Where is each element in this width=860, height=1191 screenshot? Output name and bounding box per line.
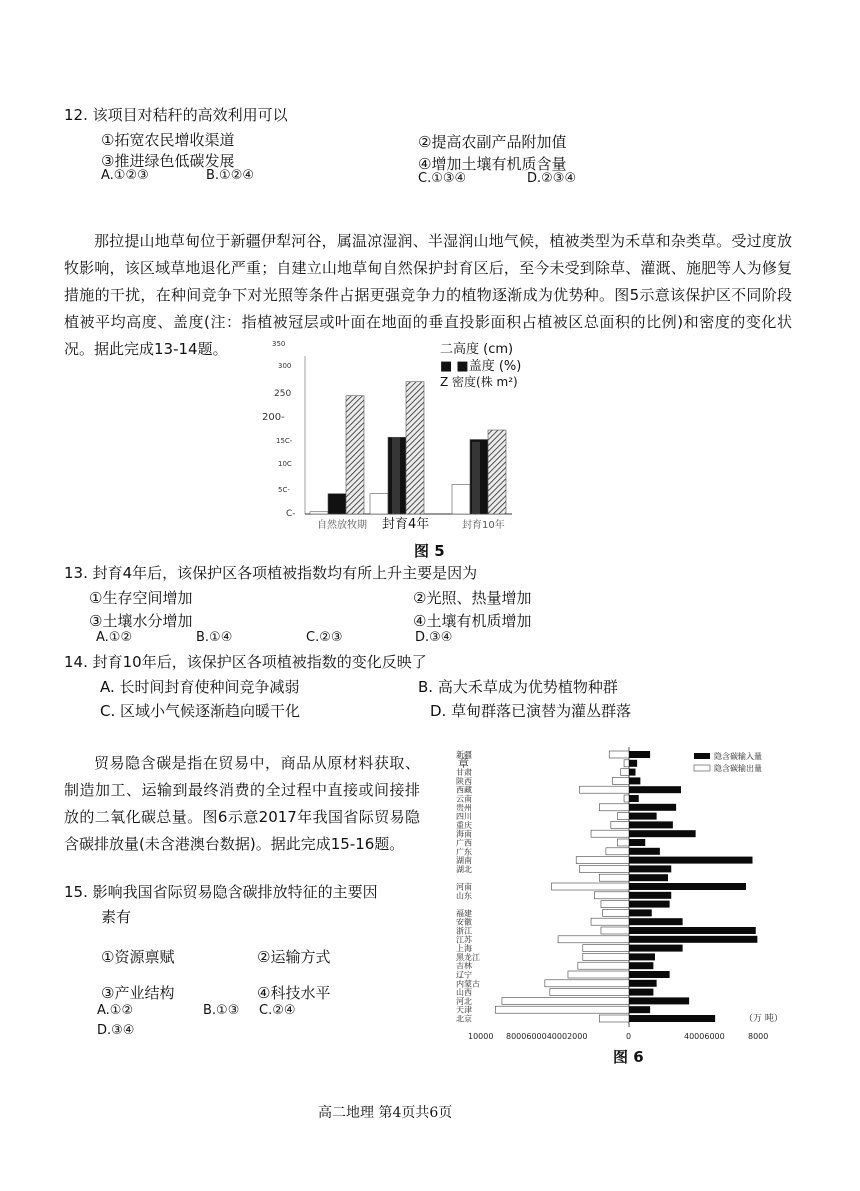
q15-answer-d: D.③④ — [97, 1023, 135, 1038]
fig6-bar-output — [601, 901, 629, 908]
fig5-bar — [310, 512, 328, 514]
q15-option-2: ②运输方式 — [257, 948, 331, 966]
fig6-category-label: 广东 — [456, 847, 472, 857]
q12-option-4: ④增加土壤有机质含量 — [418, 155, 567, 173]
fig6-bar-input — [629, 927, 756, 934]
fig6-bar-input — [629, 1006, 650, 1013]
fig6-category-label: 重庆 — [456, 820, 472, 830]
fig6-bar-output — [624, 760, 629, 767]
page-footer: 高二地理 第4页共6页 — [318, 1105, 453, 1121]
q13-answer-c: C.②③ — [306, 630, 343, 645]
fig5-y-tick-label: 200- — [262, 412, 285, 423]
fig5-bar — [406, 382, 424, 514]
fig6-x-tick-label: 8000 — [748, 1032, 769, 1041]
fig5-bar — [392, 437, 400, 514]
fig6-bar-output — [591, 830, 629, 837]
fig6-category-label: 内蒙古 — [456, 979, 480, 989]
fig6-category-label: 四川 — [456, 812, 472, 822]
fig6-category-label: 西藏 — [456, 785, 472, 795]
fig6-bar-input — [629, 795, 639, 802]
fig6-category-label: 江苏 — [456, 935, 472, 945]
fig6-category-label: 甘肃 — [456, 768, 472, 778]
fig6-legend-swatch-input — [694, 753, 710, 759]
fig6-category-label: 贵州 — [456, 803, 472, 813]
fig6-bar-output — [558, 936, 629, 943]
fig6-x-tick-label: 40006000 — [684, 1032, 725, 1041]
q13-option-2: ②光照、热量增加 — [413, 589, 532, 607]
fig6-category-label: 福建 — [456, 908, 472, 918]
fig5-legend-entry: ■ ■盖度 (%) — [440, 359, 522, 374]
fig6-category-label: 吉林 — [456, 961, 472, 971]
fig5-y-tick-label: 300 — [278, 362, 292, 370]
q13-answer-b: B.①④ — [196, 630, 233, 645]
fig6-category-label: 天津 — [456, 1005, 472, 1015]
fig6-bar-output — [545, 980, 629, 987]
q12-option-3: ③推进绿色低碳发展 — [101, 152, 235, 170]
fig6-category-label: 安徽 — [456, 917, 472, 927]
fig6-bar-input — [629, 953, 655, 960]
fig6-bar-output — [502, 997, 629, 1004]
fig6-bar-output — [594, 892, 629, 899]
fig6-bar-input — [629, 813, 657, 820]
fig6-x-tick-label: 10000 — [468, 1032, 494, 1041]
q12-answer-b: B.①②④ — [206, 168, 255, 183]
fig6-category-label: 山东 — [456, 891, 472, 901]
fig5-y-tick-label: 250 — [274, 389, 292, 399]
fig6-bar-output — [603, 909, 629, 916]
fig6-bar-output — [599, 804, 629, 811]
fig6-bar-input — [629, 980, 657, 987]
fig6-bar-output — [621, 769, 629, 776]
fig5-y-tick-label: 15C- — [276, 437, 293, 445]
fig6-category-label: 河南 — [456, 882, 472, 892]
figure-5-chart — [250, 338, 610, 534]
fig6-bar-output — [495, 1006, 629, 1013]
fig6-bar-input — [629, 848, 660, 855]
fig6-category-label: 新疆 — [456, 750, 472, 760]
fig6-category-label: 浙江 — [456, 926, 472, 936]
fig6-bar-input — [629, 830, 696, 837]
fig6-category-label: 陕西 — [456, 776, 472, 786]
fig6-bar-output — [551, 883, 629, 890]
q13-answer-d: D.③④ — [415, 630, 453, 645]
fig6-bar-input — [629, 962, 653, 969]
fig6-category-label: 山西 — [456, 988, 472, 998]
fig6-x-tick-label: 0 — [626, 1032, 632, 1041]
q14-option-b: B. 高大禾草成为优势植物种群 — [418, 678, 618, 696]
fig6-legend-entry: 隐含碳输出量 — [714, 764, 762, 773]
q13-answer-a: A.①② — [96, 630, 133, 645]
fig6-bar-output — [613, 777, 630, 784]
passage-trade-carbon: 贸易隐含碳是指在贸易中，商品从原材料获取、制造加工、运输到最终消费的全过程中直接或间接排放的二氧化碳总量。图6示意2017年我国省际贸易隐含碳排放量(未含港澳台数据)。据此完成15-16题。 — [64, 754, 420, 853]
fig6-bar-input — [629, 892, 671, 899]
q13-option-4: ④土壤有机质增加 — [413, 612, 532, 630]
fig6-bar-output — [583, 953, 629, 960]
fig5-y-tick-label: 10C — [278, 460, 292, 468]
fig5-bar — [488, 430, 506, 514]
fig6-legend-swatch-output — [694, 765, 710, 771]
fig6-category-label: 辽宁 — [456, 970, 472, 980]
q14-option-c: C. 区域小气候逐渐趋向暖干化 — [100, 702, 301, 720]
q15-answer-a: A.①② — [97, 1003, 134, 1018]
fig6-bar-input — [629, 1015, 715, 1022]
fig6-bar-input — [629, 971, 670, 978]
fig6-bar-input — [629, 786, 681, 793]
figure-6-chart — [440, 744, 800, 1044]
fig6-bar-output — [591, 918, 629, 925]
fig6-bar-input — [629, 857, 753, 864]
fig5-bar — [370, 494, 388, 514]
fig6-category-label: 海南 — [456, 829, 472, 839]
q15-answer-c: C.②④ — [259, 1003, 296, 1018]
fig6-bar-output — [601, 927, 629, 934]
fig6-bar-output — [568, 971, 629, 978]
fig5-legend-entry: 二高度 (cm) — [440, 342, 514, 357]
q15-answer-b: B.①③ — [203, 1003, 240, 1018]
fig5-y-tick-label: C- — [286, 509, 296, 519]
fig6-bar-input — [629, 936, 757, 943]
fig6-bar-input — [629, 945, 683, 952]
fig6-bar-input — [629, 997, 689, 1004]
fig6-category-label: 河北 — [456, 996, 472, 1006]
fig6-bar-output — [609, 751, 629, 758]
fig6-bar-input — [629, 760, 637, 767]
fig6-bar-output — [599, 1015, 629, 1022]
fig6-bar-input — [629, 918, 683, 925]
fig6-bar-input — [629, 804, 676, 811]
fig6-bar-input — [629, 909, 652, 916]
fig6-bar-input — [629, 989, 653, 996]
fig5-bar — [452, 485, 470, 514]
fig6-category-label: 黑龙江 — [456, 952, 480, 962]
q12-stem: 12. 该项目对秸秆的高效利用可以 — [64, 106, 288, 124]
fig6-bar-output — [580, 786, 630, 793]
fig6-bar-output — [578, 962, 629, 969]
fig6-bar-input — [629, 769, 636, 776]
fig6-category-label: 广西 — [456, 838, 472, 848]
q13-option-1: ①生存空间增加 — [89, 589, 193, 607]
figure-6-caption: 图 6 — [613, 1048, 644, 1066]
fig5-category-label: 封育10年 — [462, 520, 505, 531]
fig6-bar-input — [629, 874, 668, 881]
fig6-category-label: 北京 — [456, 1014, 472, 1024]
fig5-bar — [328, 494, 346, 514]
fig6-bar-output — [580, 865, 630, 872]
fig6-bar-input — [629, 883, 746, 890]
fig6-bar-output — [611, 821, 629, 828]
q12-answer-d: D.②③④ — [527, 171, 577, 186]
fig6-bar-output — [617, 839, 629, 846]
q12-option-1: ①拓宽农民增收渠道 — [101, 131, 235, 149]
fig6-bar-input — [629, 777, 640, 784]
fig5-y-tick-label: 350 — [272, 340, 286, 348]
fig6-category-label: 湖北 — [456, 864, 472, 874]
fig6-bar-input — [629, 821, 673, 828]
fig5-y-tick-label: 5C- — [278, 486, 290, 494]
q14-option-d: D. 草甸群落已演替为灌丛群落 — [430, 702, 632, 720]
q12-answer-a: A.①②③ — [101, 168, 149, 183]
fig5-bar — [346, 396, 364, 514]
q13-stem: 13. 封育4年后，该保护区各项植被指数均有所上升主要是因为 — [64, 564, 478, 582]
fig6-category-label: 章 — [458, 756, 469, 770]
fig6-bar-input — [629, 901, 670, 908]
q15-stem-line2: 素有 — [101, 908, 132, 926]
fig6-bar-input — [629, 839, 645, 846]
q15-option-3: ③产业结构 — [101, 984, 175, 1002]
q14-option-a: A. 长时间封育使种间竞争减弱 — [100, 678, 300, 696]
passage-grassland: 那拉提山地草甸位于新疆伊犁河谷，属温凉湿润、半湿润山地气候，植被类型为禾草和杂类草。受过度放牧影响，该区域草地退化严重；自建立山地草甸自然保护封育区后，至今未受到除草、灌溉、施肥等人为修复措施的干扰，在种间竞争下对光照等条件占据更强竞争力的植物逐渐成为优势种。图5示意该保护区不同阶段植被平均高度、盖度(注：指植被冠层或叶面在地面的垂直投影面积占植被区总面积的比例)和密度的变化状况。据此完成13-14题。 — [64, 232, 792, 358]
fig6-bar-output — [550, 989, 629, 996]
q12-option-2: ②提高农副产品附加值 — [418, 133, 567, 151]
fig6-bar-output — [599, 874, 629, 881]
fig5-legend-entry: Z 密度(株 m²) — [440, 375, 518, 389]
q12-answer-c: C.①③④ — [418, 171, 467, 186]
q14-stem: 14. 封育10年后，该保护区各项植被指数的变化反映了 — [64, 653, 427, 671]
q15-option-1: ①资源禀赋 — [101, 948, 175, 966]
fig5-category-label: 封育4年 — [382, 517, 430, 532]
fig5-bar — [472, 442, 480, 514]
fig6-bar-output — [606, 848, 629, 855]
fig6-category-label: 上海 — [456, 944, 472, 954]
figure-5-caption: 图 5 — [414, 542, 445, 560]
q15-option-4: ④科技水平 — [257, 984, 331, 1002]
fig6-legend-entry: 隐含碳输入量 — [714, 752, 762, 761]
q13-option-3: ③土壤水分增加 — [89, 612, 193, 630]
fig6-unit-label: （万 吨） — [744, 1014, 783, 1024]
fig6-category-label: 湖南 — [456, 856, 472, 866]
fig6-bar-input — [629, 865, 671, 872]
fig6-bar-output — [583, 945, 629, 952]
fig6-bar-output — [624, 795, 629, 802]
fig6-bar-output — [576, 857, 629, 864]
fig6-bar-output — [617, 813, 629, 820]
fig6-x-tick-label: 8000600040002000 — [506, 1032, 588, 1041]
q15-stem-line1: 15. 影响我国省际贸易隐含碳排放特征的主要因 — [64, 883, 378, 901]
fig6-category-label: 云南 — [456, 794, 472, 804]
fig5-category-label: 自然放牧期 — [317, 520, 367, 531]
fig6-bar-input — [629, 751, 650, 758]
